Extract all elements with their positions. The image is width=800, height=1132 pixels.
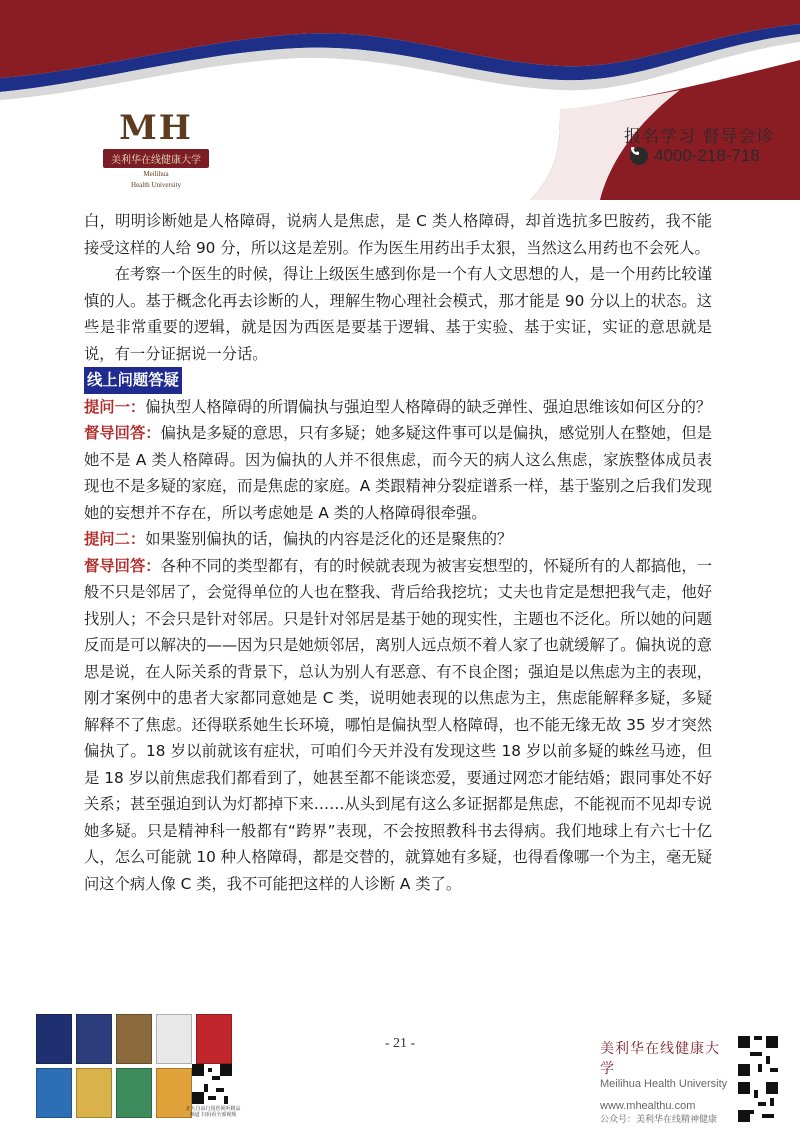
question-1-text: 偏执型人格障碍的所谓偏执与强迫型人格障碍的缺乏弹性、强迫思维该如何区分的？ [145,397,712,416]
qr-caption: 北大自由行国医视听精品频道 扫码看全部视频 [185,1106,241,1118]
book-cover [76,1068,112,1118]
header-phone [630,146,760,166]
paragraph-2: 在考察一个医生的时候，得让上级医生感到你是一个有人文思想的人，是一个用药比较谨慎的人。基于概念化再去诊断的人，理解生物心理社会模式，那才能是 90 分以上的状态。这些是非常重要的逻辑，就是因为西医是要基于逻辑、基于实验、基于实证，实证的意思就是说，有一分证据说一分话。 [84,265,712,363]
logo-en-line-2: Health University [131,181,181,189]
brand-wechat: 公众号：美利华在线精神健康 [600,1115,718,1125]
book-cover [36,1014,72,1064]
logo-monogram: MH [119,108,193,148]
question-1 [84,394,712,421]
question-1-label: 提问一： [84,397,146,416]
answer-1 [84,420,712,526]
brand-url[interactable]: www.mhealthu.com [600,1100,696,1112]
answer-2 [84,553,712,898]
header-slogan: 报名学习 督导会诊 [624,127,775,147]
book-cover [116,1014,152,1064]
logo-en-line-1: Meilihua [143,170,169,178]
book-cover [156,1014,192,1064]
qr-code-small [192,1064,232,1104]
book-cover [76,1014,112,1064]
page-number: - 21 - [384,1036,416,1051]
answer-1-text: 偏执是多疑的意思，只有多疑；她多疑这件事可以是偏执，感觉别人在整她，但是她不是 A 类人格障碍。因为偏执的人并不很焦虑，而今天的病人这么焦虑，家族整体成员表现也不是多疑的家庭，而是焦虑的家庭。A 类跟精神分裂症谱系一样，基于鉴别之后我们发现她的妄想并不存在，所以考虑她是 A 类的人格障碍很牵强。 [84,424,712,522]
brand-name-cn: 美利华在线健康大学 [600,1041,720,1077]
phone-icon [630,147,648,165]
brand-name-en: Meilihua Health University [600,1078,728,1090]
document-body [84,208,712,897]
question-2-text: 如果鉴别偏执的话，偏执的内容是泛化的还是聚焦的？ [145,530,513,548]
footer-brand [600,1038,730,1125]
answer-2-label: 督导回答： [84,556,161,575]
book-cover [116,1068,152,1118]
section-title: 线上问题答疑 [84,367,182,394]
answer-2-text: 各种不同的类型都有，有的时候就表现为被害妄想型的，怀疑所有的人都搞他，一般不只是邻居了，会觉得单位的人也在整我、背后给我挖坑；丈夫也肯定是想把我气走，他好找别人；不会只是针对邻居。只是针对邻居是基于她的现实性，主题也不泛化。所以她的问题反而是可以解决的——因为只是她烦邻居，离别人远点烦不着人家了也就缓解了。偏执说的意思是说，在人际关系的背景下，总认为别人有恶意、有不良企图；强迫是以焦虑为主的表现，刚才案例中的患者大家都同意她是 C 类，说明她表现的以焦虑为主，焦虑能解释多疑，多疑解释不了焦虑。还得联系她生长环境，哪怕是偏执型人格障碍，也不能无缘无故 35 岁才突然偏执了。18 岁以前就该有症状，可咱们今天并没有发现这些 18 岁以前多疑的蛛丝马迹，但是 18 岁以前焦虑我们都看到了，她甚至都不能谈恋爱，要通过网恋才能结婚；跟同事处不好关系；甚至强迫到认为灯都掉下来……从头到尾有这么多证据都是焦虑，不能视而不见却专说她多疑。只是精神科一般都有“跨界”表现，不会按照教科书去得病。我们地球上有六七十亿人，怎么可能就 10 种人格障碍，都是交替的，就算她有多疑，也得看像哪一个为主，毫无疑问这个病人像 C 类，我不可能把这样的人诊断 A 类了。 [84,556,712,893]
question-2 [84,526,712,553]
book-cover [36,1068,72,1118]
section-heading-row [84,367,712,394]
university-logo [96,108,216,190]
logo-ribbon-text: 美利华在线健康大学 [103,149,209,168]
answer-1-label: 督导回答： [84,424,161,442]
question-2-label: 提问二： [84,530,146,548]
qr-code-bottom [738,1082,778,1122]
book-cover [196,1014,232,1064]
phone-number: 4000-218-718 [654,146,760,165]
qr-code-top [738,1036,778,1076]
page-header [0,0,800,200]
paragraph-1: 白，明明诊断她是人格障碍，说病人是焦虑，是 C 类人格障碍，却首选抗多巴胺药，我不能接受这样的人给 90 分，所以这是差别。作为医生用药出手太狠，当然这么用药也不会死人。 [84,212,712,257]
